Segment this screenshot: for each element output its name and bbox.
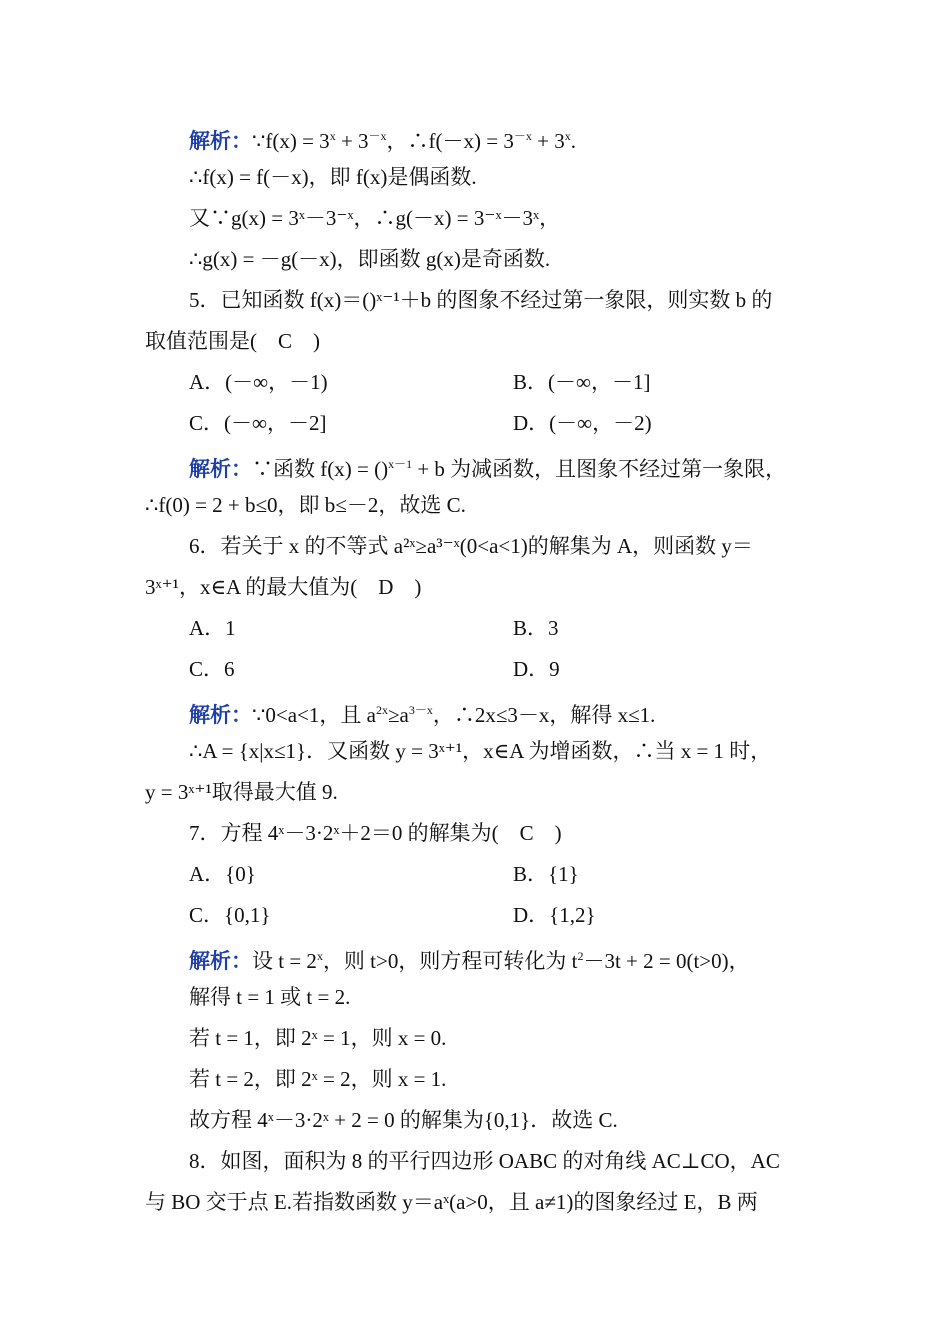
solution-text: ∵函数 f(x) = ()$^{x-1}$ + b 为减函数，且图象不经过第一象限， xyxy=(252,457,787,481)
question-6-text: 6．若关于 x 的不等式 a²ˣ≥a³⁻ˣ(0<a<1)的解集为 A，则函数 y＝ xyxy=(189,534,753,558)
q5-option-c: C．(－∞，－2] xyxy=(189,411,327,435)
q6-option-c: C．6 xyxy=(189,657,235,681)
q7-solution-line xyxy=(189,942,750,975)
q7-option-c: C．{0,1} xyxy=(189,903,271,927)
question-8-text-cont: 与 BO 交于点 E.若指数函数 y＝aˣ(a>0，且 a≠1)的图象经过 E，B 两 xyxy=(145,1190,758,1214)
q7-option-d: D．{1,2} xyxy=(513,903,596,927)
solution-text: 设 $t = 2^x$，则 t>0，则方程可转化为 $t^2-3t + 2 = 0(t>0)$， xyxy=(252,949,750,973)
question-5-text: 5．已知函数 f(x)＝()ˣ⁻¹＋b 的图象不经过第一象限，则实数 b 的 xyxy=(189,288,773,312)
q7-solution-line: 故方程 4ˣ－3·2ˣ + 2 = 0 的解集为{0,1}．故选 C. xyxy=(189,1108,618,1132)
question-6-text-cont: 3ˣ⁺¹，x∈A 的最大值为( D ) xyxy=(145,575,422,599)
q5-option-a: A．(－∞，－1) xyxy=(189,370,328,394)
q7-option-b: B．{1} xyxy=(513,862,579,886)
q5-solution-line xyxy=(189,450,786,483)
q5-solution-line: ∴f(0) = 2 + b≤0，即 b≤－2，故选 C. xyxy=(145,493,466,517)
solution-label: 解析： xyxy=(189,703,252,727)
q5-option-b: B．(－∞，－1] xyxy=(513,370,651,394)
q7-option-a: A．{0} xyxy=(189,862,256,886)
solution-text: ∵f(x) = $3^x + 3^{-x}$，∴f(－x) = $3^{-x} + 3^x$. xyxy=(252,129,576,153)
q6-solution-line xyxy=(189,696,655,729)
q6-option-a: A．1 xyxy=(189,616,236,640)
solution-line: 又∵g(x) = 3ˣ－3⁻ˣ，∴g(－x) = 3⁻ˣ－3ˣ， xyxy=(189,206,561,230)
solution-label: 解析： xyxy=(189,457,252,481)
q5-option-d: D．(－∞，－2) xyxy=(513,411,652,435)
question-5-text-cont: 取值范围是( C ) xyxy=(145,329,320,353)
q7-solution-line: 若 t = 2，即 2ˣ = 2，则 x = 1. xyxy=(189,1067,447,1091)
question-8-text: 8．如图，面积为 8 的平行四边形 OABC 的对角线 AC⊥CO，AC xyxy=(189,1149,780,1173)
solution-label: 解析： xyxy=(189,949,252,973)
q7-solution-line: 若 t = 1，即 2ˣ = 1，则 x = 0. xyxy=(189,1026,447,1050)
q7-solution-line: 解得 t = 1 或 t = 2. xyxy=(189,985,351,1009)
solution-line xyxy=(189,122,576,155)
q6-option-b: B．3 xyxy=(513,616,559,640)
question-7-text: 7．方程 4ˣ－3·2ˣ＋2＝0 的解集为( C ) xyxy=(189,821,562,845)
q6-solution-line: ∴A = {x|x≤1}．又函数 y = 3ˣ⁺¹，x∈A 为增函数，∴当 x = 1 时， xyxy=(189,739,772,763)
solution-line: ∴g(x) = －g(－x)，即函数 g(x)是奇函数. xyxy=(189,247,551,271)
q6-solution-line: y = 3ˣ⁺¹取得最大值 9. xyxy=(145,780,338,804)
solution-text: ∵0<a<1，且 $a^{2x}\ge a^{3-x}$，∴2x≤3－x，解得 x≤1. xyxy=(252,703,656,727)
q6-option-d: D．9 xyxy=(513,657,560,681)
solution-label: 解析： xyxy=(189,129,252,153)
solution-line: ∴f(x) = f(－x)，即 f(x)是偶函数. xyxy=(189,165,477,189)
